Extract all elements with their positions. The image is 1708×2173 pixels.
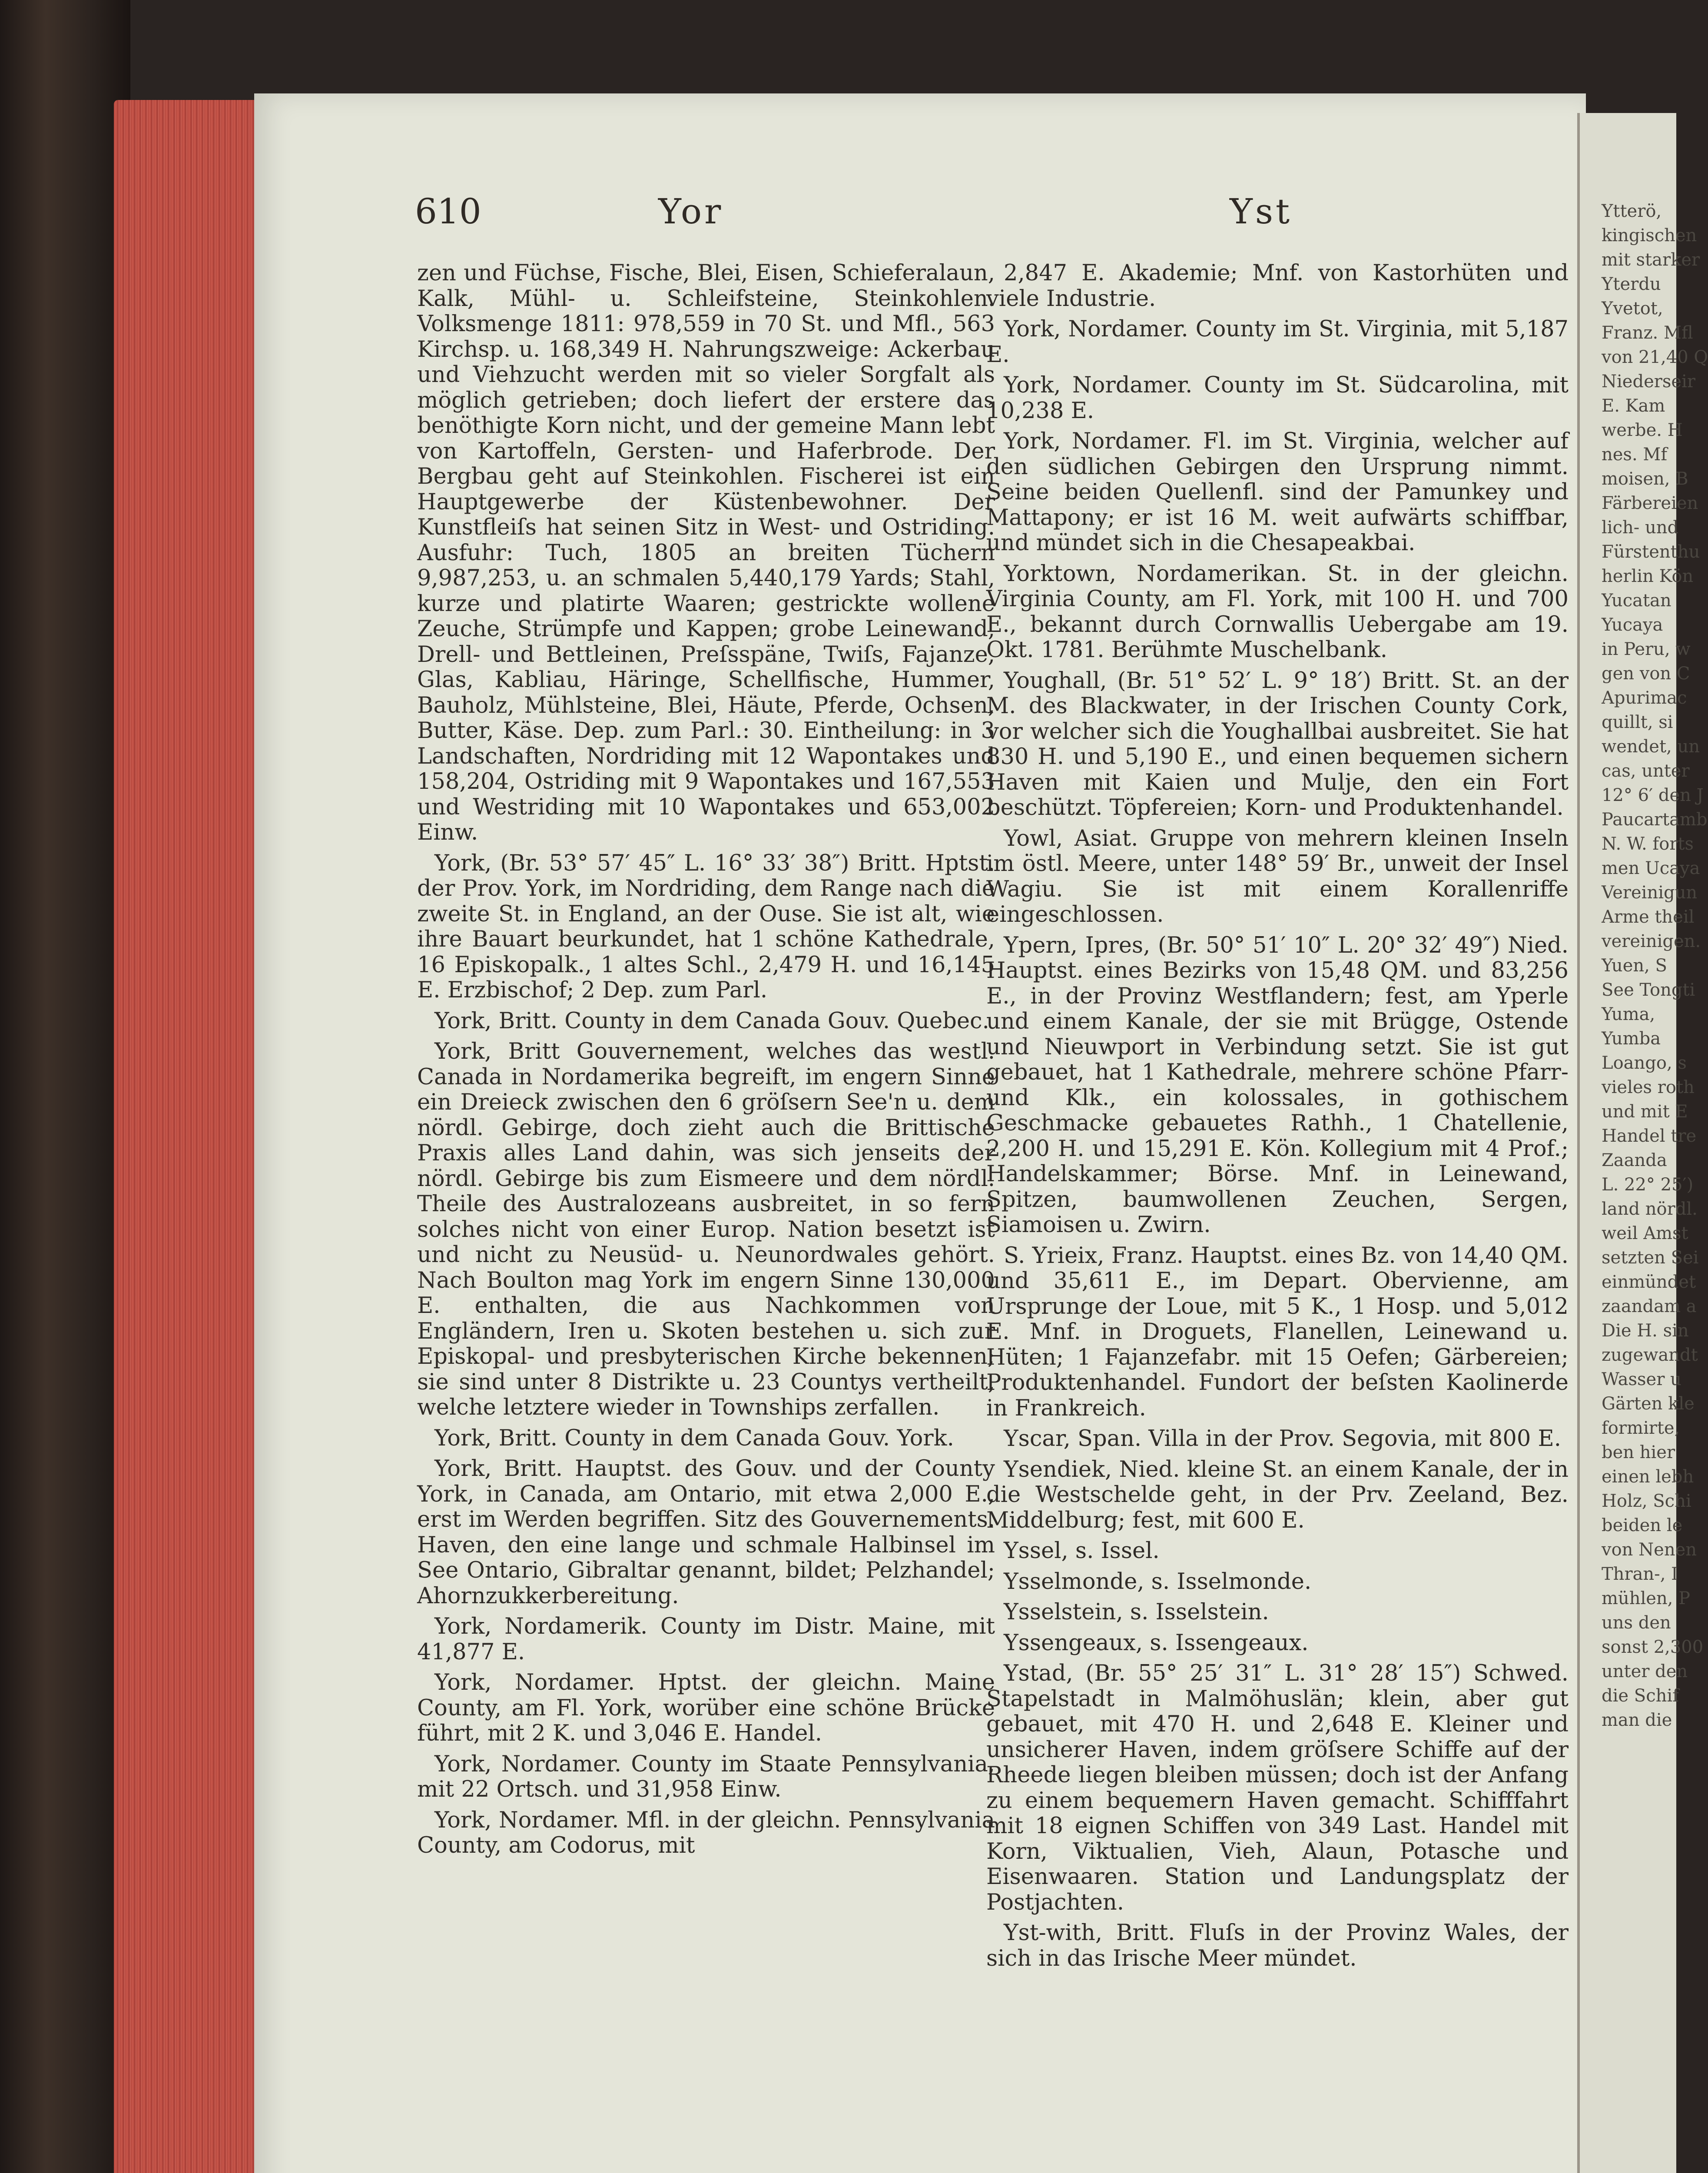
next-page-edge [1577, 113, 1708, 2173]
right-column-entry: Ypern, Ipres, (Br. 50° 51′ 10″ L. 20° 32′ 49″) Nied. Hauptst. eines Bezirks von 15,48 QM. und 83,256 E., in der Provinz Westflandern; fest, am Yperle und einem Kanale, der sie mit Brügge, Ostende und Nieuwport in Verbindung setzt. Sie ist gut gebauet, hat 1 Kathedrale, mehrere schöne Pfarr- und Klk., ein kolossales, in gothischem Geschmacke gebauetes Rathh., 1 Chatellenie, 2,200 H. und 15,291 E. Kön. Kollegium mit 4 Prof.; Handelskammer; Börse. Mnf. in Leinewand, Spitzen, baumwollenen Zeuchen, Sergen, Siamoisen u. Zwirn. [986, 932, 1569, 1238]
next-page-fragment: Zaanda [1602, 1150, 1667, 1170]
next-page-fragment: mit starker [1602, 250, 1700, 270]
next-page-fragment: N. W. forts [1602, 834, 1694, 854]
left-column [417, 261, 995, 1864]
right-column-entry: Yowl, Asiat. Gruppe von mehrern kleinen Inseln im östl. Meere, unter 148° 59′ Br., unweit der Insel Wagiu. Sie ist mit einem Korallenriffe eingeschlossen. [986, 825, 1569, 927]
next-page-fragment: einmündet [1602, 1272, 1696, 1292]
next-page-fragment: lich- und [1602, 518, 1679, 538]
next-page-fragment: in Peru, w [1602, 639, 1691, 659]
next-page-fragment: einen lebh [1602, 1467, 1694, 1487]
right-column-entry: Yssel, s. Issel. [1004, 1538, 1160, 1564]
next-page-fragment: cas, unter [1602, 761, 1690, 781]
next-page-fragment: Die H. sin [1602, 1321, 1689, 1341]
right-column [986, 261, 1569, 1977]
next-page-fragment: setzten Sei [1602, 1248, 1699, 1268]
next-page-fragment: von 21,40 Q [1602, 347, 1708, 367]
page-number: 610 [415, 191, 481, 232]
next-page-fragment: von Nenen [1602, 1540, 1697, 1560]
next-page-fragment: Thran-, I [1602, 1564, 1678, 1584]
left-column-entry: York, (Br. 53° 57′ 45″ L. 16° 33′ 38″) Britt. Hptst. der Prov. York, im Nordriding, dem Range nach die zweite St. in England, an der Ouse. Sie ist alt, wie ihre Bauart beurkundet, hat 1 schöne Kathedrale, 16 Episkopalk., 1 altes Schl., 2,479 H. und 16,145 E. Erzbischof; 2 Dep. zum Parl. [417, 850, 995, 1003]
right-column-entry: Yscar, Span. Villa in der Prov. Segovia, mit 800 E. [1004, 1426, 1561, 1452]
left-column-entry: York, Britt. County in dem Canada Gouv. Quebec. [434, 1008, 989, 1034]
next-page-fragment: Handel tre [1602, 1126, 1697, 1146]
left-column-entry: zen und Füchse, Fische, Blei, Eisen, Schieferalaun, Kalk, Mühl- u. Schleifsteine, Steinkohlen. Volksmenge 1811: 978,559 in 70 St. und Mfl., 563 Kirchsp. u. 168,349 H. Nahrungszweige: Ackerbau und Viehzucht werden mit so vieler Sorgfalt als möglich getrieben; doch liefert der erstere das benöthigte Korn nicht, und der gemeine Mann lebt von Kartoffeln, Gersten- und Haferbrode. Der Bergbau geht auf Steinkohlen. Fischerei ist ein Hauptgewerbe der Küstenbewohner. Der Kunstfleiſs hat seinen Sitz in West- und Ostriding. Ausfuhr: Tuch, 1805 an breiten Tüchern 9,987,253, u. an schmalen 5,440,179 Yards; Stahl, kurze und platirte Waaren; gestrickte wollene Zeuche, Strümpfe und Kappen; grobe Leinewand, Drell- und Bettleinen, Preſsspäne, Twiſs, Fajanze, Glas, Kabliau, Häringe, Schellfische, Hummer, Bauholz, Mühlsteine, Blei, Häute, Pferde, Ochsen, Butter, Käse. Dep. zum Parl.: 30. Eintheilung: in 3 Landschaften, Nordriding mit 12 Wapontakes und 158,204, Ostriding mit 9 Wapontakes und 167,553 und Westriding mit 10 Wapontakes und 653,002 Einw. [417, 260, 995, 845]
next-page-fragment: Yumba [1602, 1029, 1661, 1049]
running-head-right: Yst [1230, 191, 1293, 232]
next-page-fragment: Yucatan [1602, 591, 1672, 611]
next-page-fragment: Wasser u [1602, 1369, 1681, 1389]
next-page-fragment: zugewandt [1602, 1345, 1698, 1365]
next-page-fragment: vieles roth [1602, 1077, 1695, 1097]
right-column-entry: S. Yrieix, Franz. Hauptst. eines Bz. von 14,40 QM. und 35,611 E., im Depart. Obervienne, am Ursprunge der Loue, mit 5 K., 1 Hosp. und 5,012 E. Mnf. in Droguets, Flanellen, Leinewand u. Hüten; 1 Fajanzefabr. mit 15 Oefen; Gärbereien; Produktenhandel. Fundort der beſsten Kaolinerde in Frankreich. [986, 1243, 1569, 1421]
next-page-fragment: land nördl. [1602, 1199, 1698, 1219]
next-page-fragment: Yvetot, [1602, 299, 1663, 319]
left-column-entry: York, Britt. County in dem Canada Gouv. York. [434, 1425, 954, 1451]
next-page-fragment: See Tongti [1602, 980, 1695, 1000]
next-page-fragment: L. 22° 25′) [1602, 1175, 1694, 1195]
next-page-fragment: Holz, Schi [1602, 1491, 1691, 1511]
next-page-fragment: wendet, un [1602, 737, 1700, 757]
right-column-entry: Yst-with, Britt. Fluſs in der Provinz Wales, der sich in das Irische Meer mündet. [986, 1920, 1569, 1971]
next-page-fragment: 12° 6′ den J [1602, 785, 1704, 805]
right-column-entry: York, Nordamer. County im St. Südcarolina, mit 10,238 E. [986, 372, 1569, 424]
next-page-fragment: beiden le [1602, 1515, 1683, 1535]
next-page-fragment: vereinigen. [1602, 931, 1701, 951]
running-head-left: Yor [658, 191, 724, 232]
next-page-fragment: Loango, s [1602, 1053, 1687, 1073]
next-page-fragment: quillt, si [1602, 712, 1673, 732]
next-page-fragment: werbe. H [1602, 420, 1683, 440]
next-page-fragment: und mit E [1602, 1102, 1688, 1122]
left-column-entry: York, Britt. Hauptst. des Gouv. und der County York, in Canada, am Ontario, mit etwa 2,000 E., erst im Werden begriffen. Sitz des Gouvernements. Haven, den eine lange und schmale Halbinsel im See Ontario, Gibraltar genannt, bildet; Pelzhandel; Ahornzukkerbereitung. [417, 1456, 995, 1609]
right-column-entry: York, Nordamer. Fl. im St. Virginia, welcher auf den südlichen Gebirgen den Ursprung nimmt. Seine beiden Quellenfl. sind der Pamunkey und Mattapony; er ist 16 M. weit aufwärts schiffbar, und mündet sich in die Chesapeakbai. [986, 429, 1569, 556]
right-column-entry: 2,847 E. Akademie; Mnf. von Kastorhüten und viele Industrie. [986, 260, 1569, 312]
next-page-fragment: gen von C [1602, 664, 1690, 684]
next-page-fragment: Gärten kle [1602, 1394, 1695, 1414]
next-page-fragment: ben hier [1602, 1442, 1675, 1462]
next-page-fragment: unter den [1602, 1661, 1688, 1681]
next-page-fragment: zaandam a [1602, 1296, 1697, 1316]
next-page-fragment: mühlen, P [1602, 1588, 1691, 1608]
next-page-fragment: herlin Kön [1602, 566, 1694, 586]
next-page-fragment: Yuen, S [1602, 956, 1667, 976]
right-column-entry: Ystad, (Br. 55° 25′ 31″ L. 31° 28′ 15″) Schwed. Stapelstadt in Malmöhuslän; klein, aber gut gebauet, mit 470 H. und 2,648 E. Kleiner und unsicherer Haven, indem gröſsere Schiffe auf der Rheede liegen bleiben müssen; doch ist der Anfang zu einem bequemern Haven gemacht. Schifffahrt mit 18 eignen Schiffen von 349 Last. Handel mit Korn, Viktualien, Vieh, Alaun, Potasche und Eisenwaaren. Station und Landungsplatz der Postjachten. [986, 1661, 1569, 1915]
left-column-entry: York, Nordamerik. County im Distr. Maine, mit 41,877 E. [417, 1614, 995, 1665]
page-edges [114, 100, 257, 2173]
next-page-fragment: man die [1602, 1710, 1672, 1730]
next-page-fragment: Vereinigun [1602, 883, 1698, 903]
right-column-entry: Ysendiek, Nied. kleine St. an einem Kanale, der in die Westschelde geht, in der Prv. Zeeland, Bez. Middelburg; fest, mit 600 E. [986, 1456, 1569, 1533]
next-page-fragment: formirte, [1602, 1418, 1680, 1438]
right-column-entry: Youghall, (Br. 51° 52′ L. 9° 18′) Britt. St. an der M. des Blackwater, in der Irischen County Cork, vor welcher sich die Youghallbai ausbreitet. Sie hat 830 H. und 5,190 E., und einen bequemen sichern Haven mit Kaien und Mulje, den ein Fort beschützt. Töpfereien; Korn- und Produktenhandel. [986, 668, 1569, 821]
next-page-fragment: weil Amst [1602, 1223, 1688, 1243]
next-page-fragment: Paucartamb [1602, 810, 1708, 830]
next-page-fragment: E. Kam [1602, 396, 1665, 416]
next-page-fragment: kingischen [1602, 226, 1697, 246]
next-page-fragment: men Ucaya [1602, 858, 1700, 878]
next-page-fragment: Apurimac [1602, 688, 1687, 708]
next-page-fragment: sonst 2,300 [1602, 1637, 1704, 1657]
right-column-entry: York, Nordamer. County im St. Virginia, mit 5,187 E. [986, 316, 1569, 368]
next-page-fragment: Yuma, [1602, 1004, 1655, 1024]
next-page-fragment: Färbereien [1602, 493, 1698, 513]
next-page-fragment: Yucaya [1602, 615, 1663, 635]
next-page-fragment: nes. Mf [1602, 445, 1668, 465]
next-page-fragment: moisen, B [1602, 469, 1688, 489]
next-page-fragment: Arme theil [1602, 907, 1695, 927]
right-column-entry: Yssengeaux, s. Issengeaux. [1004, 1630, 1309, 1656]
left-column-entry: York, Nordamer. Mfl. in der gleichn. Pennsylvania County, am Codorus, mit [417, 1807, 995, 1858]
left-column-entry: York, Nordamer. Hptst. der gleichn. Maine County, am Fl. York, worüber eine schöne Brücke führt, mit 2 K. und 3,046 E. Handel. [417, 1670, 995, 1746]
next-page-fragment: die Schif [1602, 1686, 1679, 1706]
right-column-entry: Ysselmonde, s. Isselmonde. [1004, 1568, 1312, 1595]
next-page-fragment: Yterdu [1602, 274, 1661, 294]
left-column-entry: York, Nordamer. County im Staate Pennsylvania, mit 22 Ortsch. und 31,958 Einw. [417, 1751, 995, 1802]
right-column-entry: Ysselstein, s. Isselstein. [1004, 1599, 1269, 1625]
next-page-fragment: Niederseir [1602, 372, 1695, 392]
next-page-fragment: Franz. Mfl [1602, 323, 1693, 343]
book-binding [0, 0, 130, 2173]
left-column-entry: York, Britt Gouvernement, welches das westl. Canada in Nordamerika begreift, im engern Sinne ein Dreieck zwischen den 6 gröſsern See'n u. dem nördl. Gebirge, doch zieht auch die Brittische Praxis alles Land dahin, was sich jenseits der nördl. Gebirge bis zum Eismeere und dem nördl. Theile des Australozeans ausbreitet, in so fern solches nicht von einer Europ. Nation besetzt ist und nicht zu Neusüd- u. Neunordwales gehört. Nach Boulton mag York im engern Sinne 130,000 E. enthalten, die aus Nachkommen von Engländern, Iren u. Skoten bestehen u. sich zur Episkopal- und presbyterischen Kirche bekennen; sie sind unter 8 Distrikte u. 23 Countys vertheilt, welche letztere wieder in Townships zerfallen. [417, 1039, 995, 1420]
right-column-entry: Yorktown, Nordamerikan. St. in der gleichn. Virginia County, am Fl. York, mit 100 H. und 700 E., bekannt durch Cornwallis Uebergabe am 19. Okt. 1781. Berühmte Muschelbank. [986, 561, 1569, 663]
next-page-fragment: Fürstenthu [1602, 542, 1700, 562]
next-page-fragment: Ytterö, [1602, 201, 1662, 221]
next-page-fragment: uns den [1602, 1613, 1671, 1633]
